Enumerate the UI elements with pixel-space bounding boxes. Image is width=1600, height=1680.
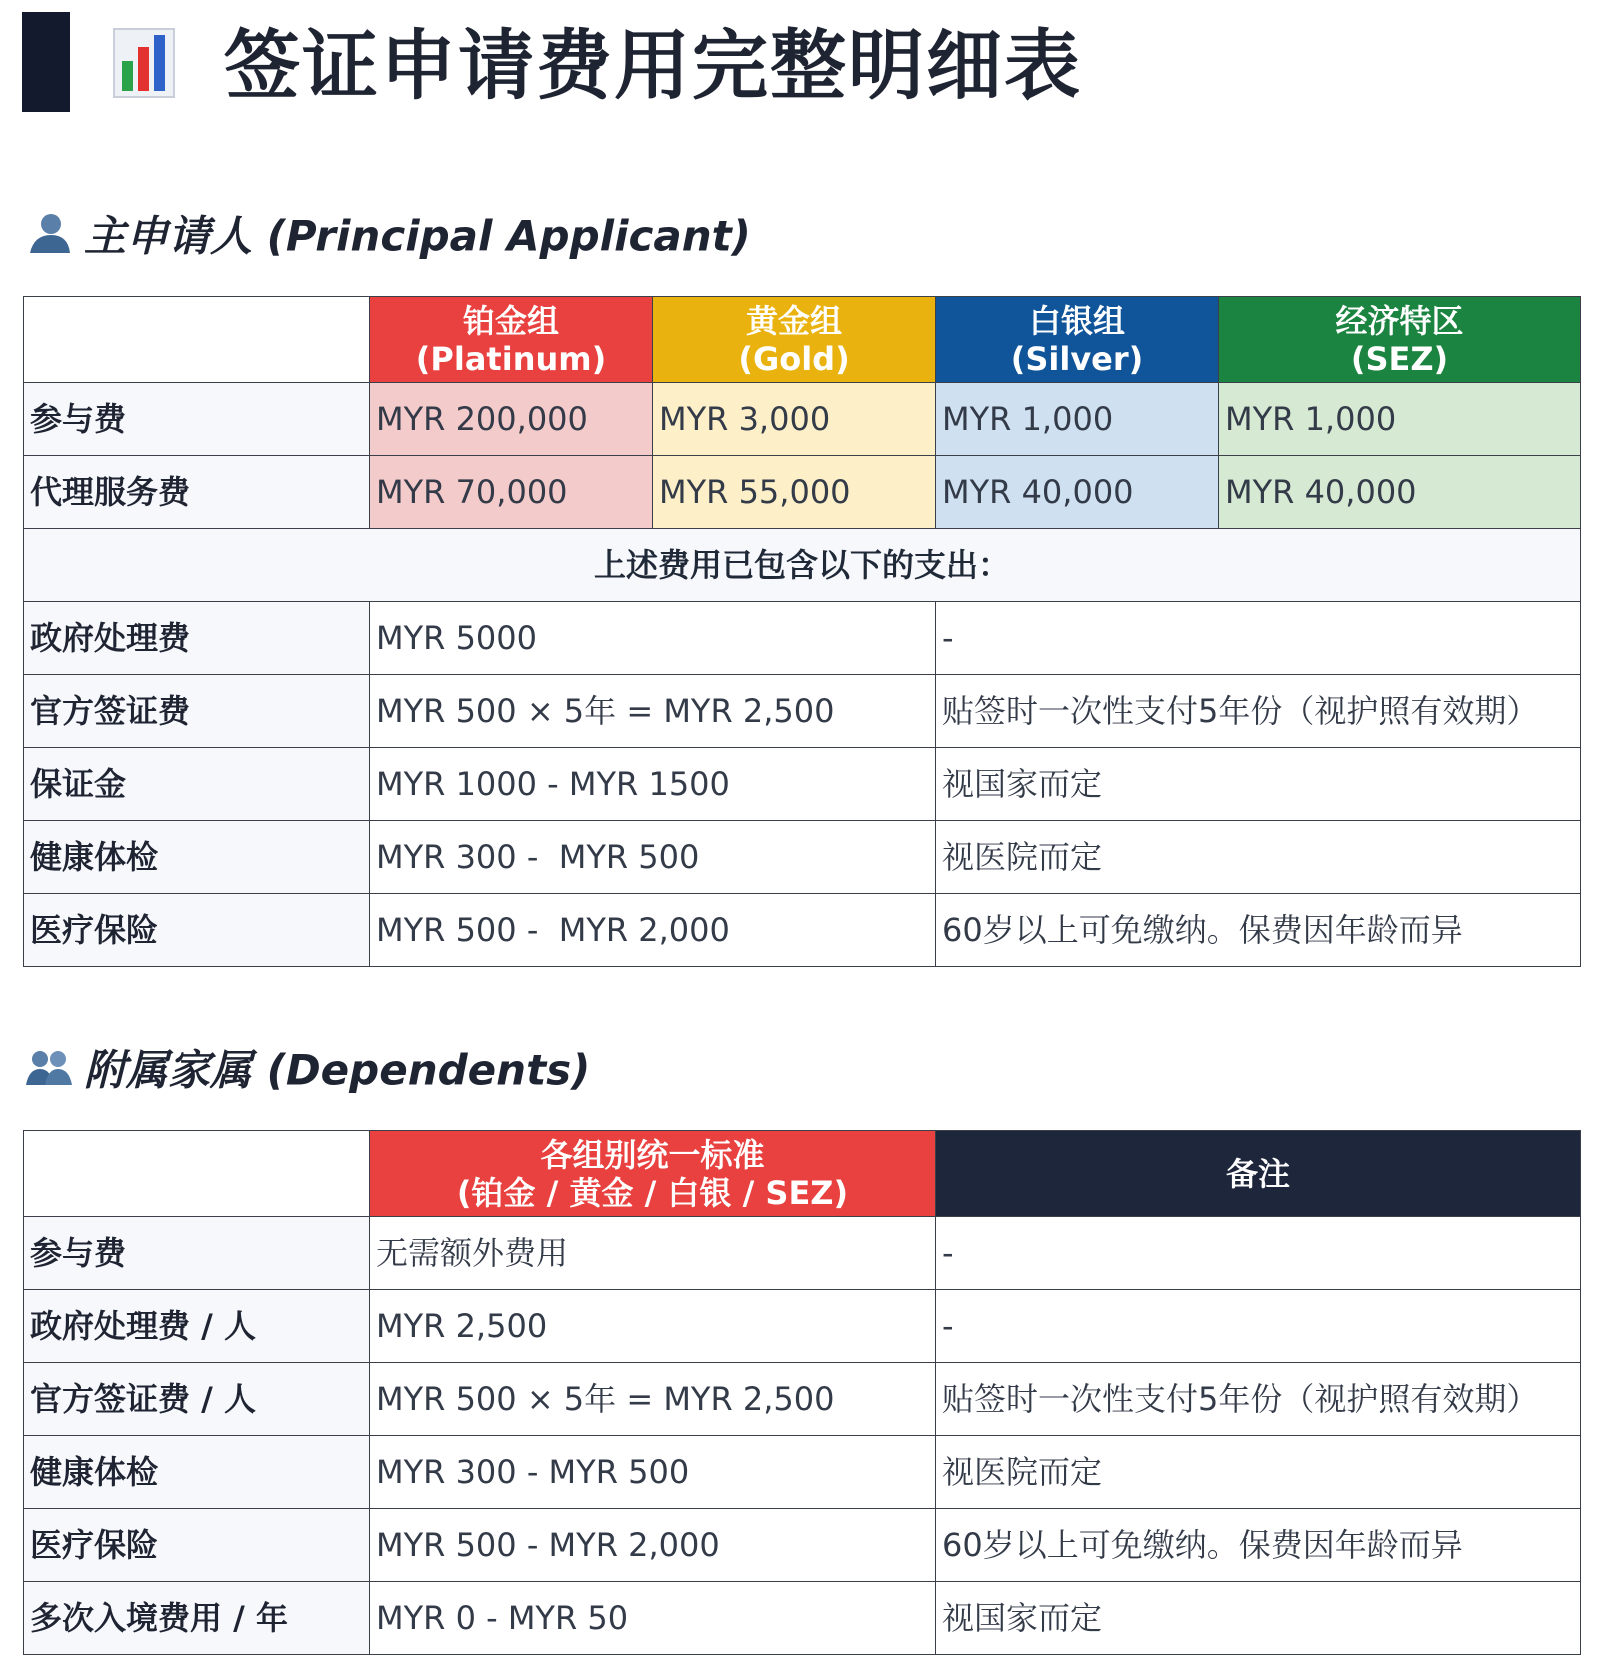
table-row	[24, 675, 1581, 748]
table-row	[24, 748, 1581, 821]
dependents-header-row	[24, 1131, 1581, 1217]
cell-note: 60岁以上可免缴纳。保费因年龄而异	[936, 894, 1581, 967]
cell-note: 视医院而定	[936, 1436, 1581, 1509]
cell-value: MYR 2,500	[370, 1290, 936, 1363]
table-row	[24, 1436, 1581, 1509]
row-label: 健康体检	[24, 821, 370, 894]
cell-value: 无需额外费用	[370, 1217, 936, 1290]
principal-heading-text: 主申请人 (Principal Applicant)	[84, 211, 751, 261]
cell-sez: MYR 40,000	[1219, 456, 1581, 529]
row-label: 参与费	[24, 383, 370, 456]
cell-silver: MYR 1,000	[936, 383, 1219, 456]
cell-note: 视国家而定	[936, 1582, 1581, 1655]
col-header-gold: 黄金组 (Gold)	[653, 297, 936, 383]
people-icon	[26, 1045, 72, 1089]
cell-note: 60岁以上可免缴纳。保费因年龄而异	[936, 1509, 1581, 1582]
title-accent-bar	[22, 12, 70, 112]
cell-platinum: MYR 200,000	[370, 383, 653, 456]
page-title: 签证申请费用完整明细表	[224, 21, 1082, 110]
table-row	[24, 1509, 1581, 1582]
dependents-fee-table	[23, 1130, 1581, 1655]
cell-value: MYR 300 - MYR 500	[370, 821, 936, 894]
table-row	[24, 383, 1581, 456]
table-row	[24, 1217, 1581, 1290]
cell-value: MYR 500 - MYR 2,000	[370, 1509, 936, 1582]
principal-section-heading	[26, 206, 751, 265]
row-label: 多次入境费用 / 年	[24, 1582, 370, 1655]
cell-value: MYR 300 - MYR 500	[370, 1436, 936, 1509]
person-icon	[26, 211, 72, 255]
row-label: 官方签证费	[24, 675, 370, 748]
row-label: 政府处理费	[24, 602, 370, 675]
cell-note: 贴签时一次性支付5年份（视护照有效期）	[936, 675, 1581, 748]
cell-value: MYR 1000 - MYR 1500	[370, 748, 936, 821]
table-row	[24, 1290, 1581, 1363]
table-row	[24, 894, 1581, 967]
header-blank-cell	[24, 1131, 370, 1217]
cell-silver: MYR 40,000	[936, 456, 1219, 529]
cell-note: 贴签时一次性支付5年份（视护照有效期）	[936, 1363, 1581, 1436]
row-label: 医疗保险	[24, 1509, 370, 1582]
cell-value: MYR 0 - MYR 50	[370, 1582, 936, 1655]
included-notice-row	[24, 529, 1581, 602]
row-label: 健康体检	[24, 1436, 370, 1509]
cell-sez: MYR 1,000	[1219, 383, 1581, 456]
cell-note: -	[936, 1217, 1581, 1290]
header-blank-cell	[24, 297, 370, 383]
bar-chart-icon	[112, 27, 176, 99]
row-label: 政府处理费 / 人	[24, 1290, 370, 1363]
col-header-standard: 各组别统一标准 (铂金 / 黄金 / 白银 / SEZ)	[370, 1131, 936, 1217]
cell-gold: MYR 55,000	[653, 456, 936, 529]
table-row	[24, 602, 1581, 675]
row-label: 官方签证费 / 人	[24, 1363, 370, 1436]
table-row	[24, 1582, 1581, 1655]
col-header-sez: 经济特区 (SEZ)	[1219, 297, 1581, 383]
cell-value: MYR 500 × 5年 = MYR 2,500	[370, 1363, 936, 1436]
row-label: 参与费	[24, 1217, 370, 1290]
included-notice: 上述费用已包含以下的支出：	[24, 529, 1581, 602]
table-row	[24, 821, 1581, 894]
col-header-notes: 备注	[936, 1131, 1581, 1217]
dependents-section-heading	[26, 1040, 590, 1099]
cell-note: 视国家而定	[936, 748, 1581, 821]
row-label: 医疗保险	[24, 894, 370, 967]
cell-value: MYR 500 × 5年 = MYR 2,500	[370, 675, 936, 748]
table-row	[24, 1363, 1581, 1436]
cell-note: -	[936, 1290, 1581, 1363]
table-row	[24, 456, 1581, 529]
cell-value: MYR 500 - MYR 2,000	[370, 894, 936, 967]
cell-note: -	[936, 602, 1581, 675]
cell-platinum: MYR 70,000	[370, 456, 653, 529]
col-header-platinum: 铂金组 (Platinum)	[370, 297, 653, 383]
principal-fee-table	[23, 296, 1581, 967]
cell-value: MYR 5000	[370, 602, 936, 675]
cell-gold: MYR 3,000	[653, 383, 936, 456]
principal-header-row	[24, 297, 1581, 383]
col-header-silver: 白银组 (Silver)	[936, 297, 1219, 383]
row-label: 保证金	[24, 748, 370, 821]
dependents-heading-text: 附属家属 (Dependents)	[84, 1045, 591, 1095]
cell-note: 视医院而定	[936, 821, 1581, 894]
row-label: 代理服务费	[24, 456, 370, 529]
